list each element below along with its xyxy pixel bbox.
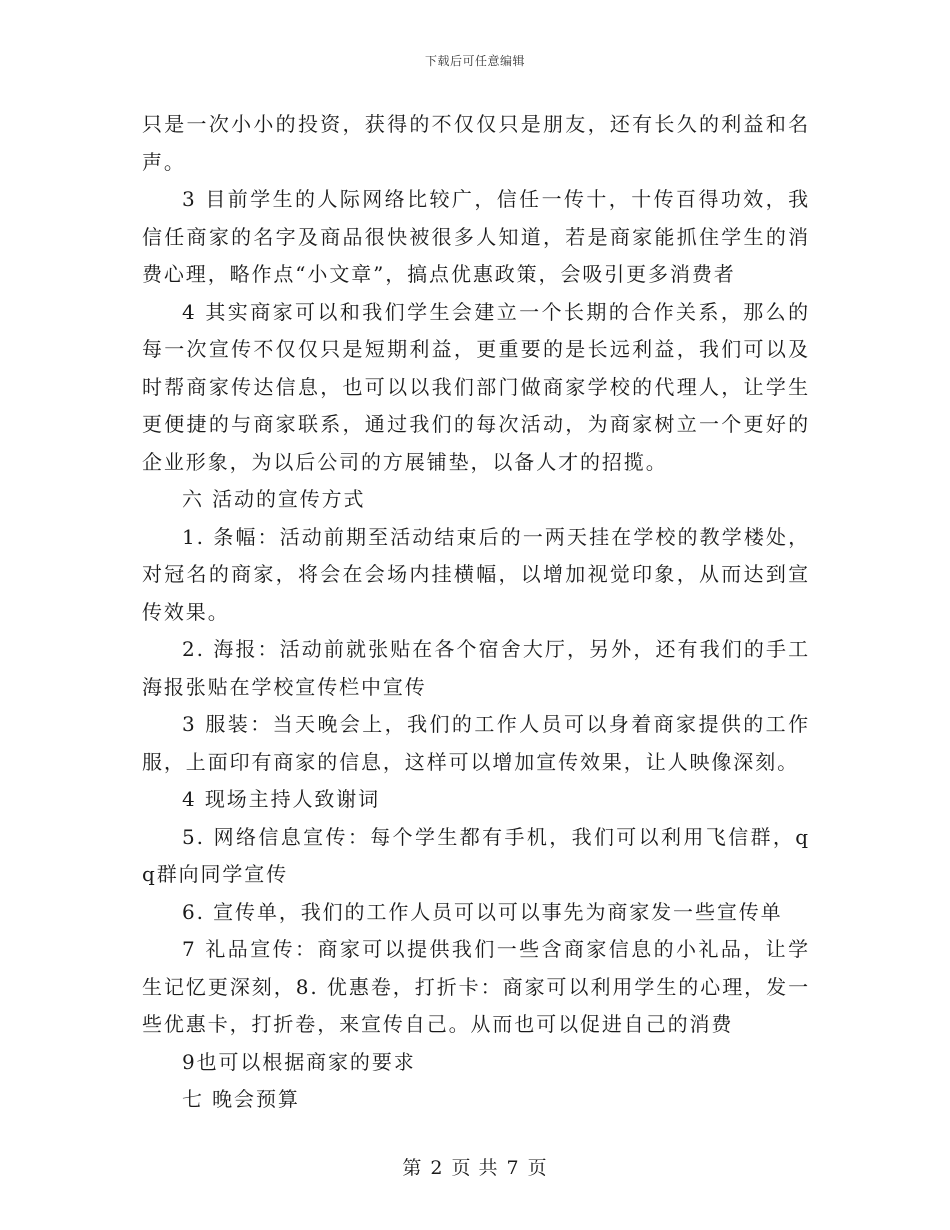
- footer-middle: 页 共: [451, 1157, 499, 1179]
- list-item: 9也可以根据商家的要求: [182, 1049, 416, 1074]
- footer-total-pages: 7: [506, 1157, 520, 1179]
- footer-page-number: 2: [430, 1157, 444, 1179]
- list-item: 6. 宣传单，我们的工作人员可以可以事先为商家发一些宣传单: [182, 899, 783, 924]
- section-heading: 六 活动的宣传方式: [182, 487, 366, 511]
- list-item: 1. 条幅：活动前期至活动结束后的一两天挂在学校的教学楼处，对冠名的商家，将会在会场内挂横幅，以增加视觉印象，从而达到宣传效果。: [142, 524, 810, 624]
- list-item: 5. 网络信息宣传：每个学生都有手机，我们可以利用飞信群，qq群向同学宣传: [142, 824, 810, 886]
- section-heading: 七 晚会预算: [182, 1087, 300, 1111]
- paragraph: 只是一次小小的投资，获得的不仅仅只是朋友，还有长久的利益和名声。: [142, 112, 810, 174]
- paragraph: 4 其实商家可以和我们学生会建立一个长期的合作关系，那么的每一次宣传不仅仅只是短期利益，更重要的是长远利益，我们可以及时帮商家传达信息，也可以以我们部门做商家学校的代理人，让学生更便捷的与商家联系，通过我们的每次活动，为商家树立一个更好的企业形象，为以后公司的方展铺垫，以备人才的招揽。: [142, 299, 810, 474]
- footer-suffix: 页: [527, 1157, 548, 1179]
- list-item: 4 现场主持人致谢词: [182, 787, 381, 811]
- page-footer: [0, 1153, 950, 1180]
- page-header: 下载后可任意编辑: [424, 54, 525, 68]
- document-body: [142, 106, 810, 1119]
- footer-prefix: 第: [402, 1157, 423, 1179]
- list-item: 3 服装：当天晚会上，我们的工作人员可以身着商家提供的工作服，上面印有商家的信息，这样可以增加宣传效果，让人映像深刻。: [142, 712, 810, 774]
- list-item: 7 礼品宣传：商家可以提供我们一些含商家信息的小礼品，让学生记忆更深刻，8. 优惠卷，打折卡：商家可以利用学生的心理，发一些优惠卡，打折卷，来宣传自己。从而也可以促进自己的消费: [142, 937, 810, 1036]
- list-item: 2. 海报：活动前就张贴在各个宿舍大厅，另外，还有我们的手工海报张贴在学校宣传栏中宣传: [142, 637, 810, 699]
- paragraph: 3 目前学生的人际网络比较广，信任一传十，十传百得功效，我信任商家的名字及商品很快被很多人知道，若是商家能抓住学生的消费心理，略作点“小文章”，搞点优惠政策，会吸引更多消费者: [142, 187, 810, 286]
